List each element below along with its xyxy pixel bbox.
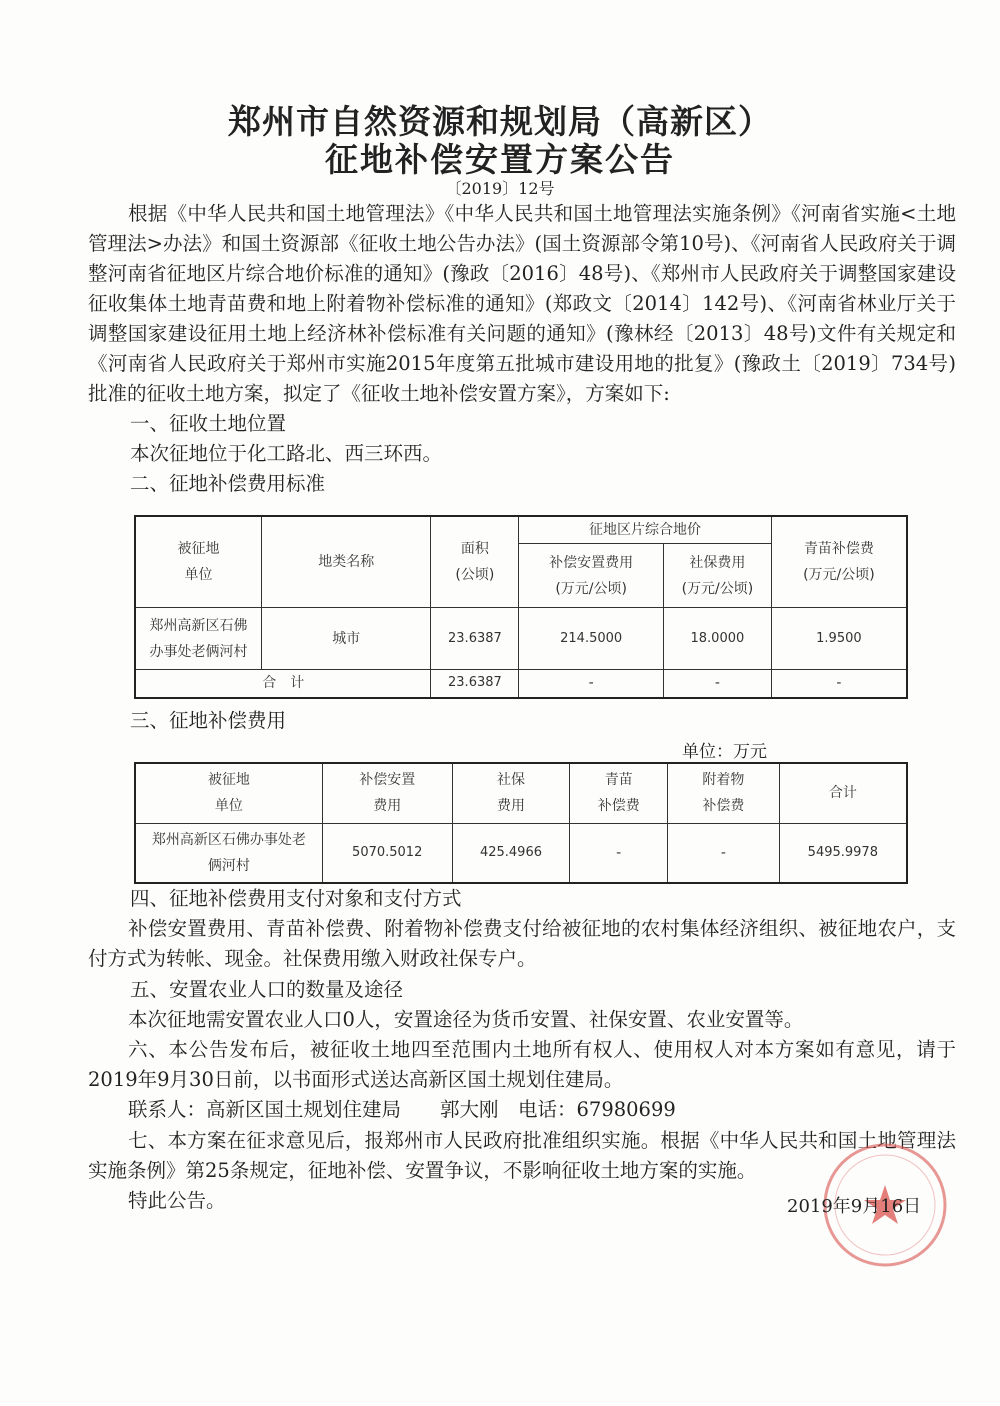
fee-cell-unit: 郑州高新区石佛办事处老 俩河村	[135, 823, 322, 883]
closing-text: 特此公告。	[128, 1189, 226, 1213]
fee-cell-crop: -	[570, 823, 668, 883]
section2-heading: 二、征地补偿费用标准	[130, 472, 326, 495]
cell-social: 18.0000	[664, 608, 772, 670]
page-title-line1: 郑州市自然资源和规划局（高新区）	[228, 102, 772, 141]
section5-heading: 五、安置农业人口的数量及途径	[130, 977, 404, 1001]
total-social: -	[664, 670, 772, 698]
fee-cell-compensation: 5070.5012	[322, 823, 452, 883]
notice-date: 2019年9月16日	[787, 1196, 922, 1217]
unit-label: 单位：万元	[682, 742, 767, 762]
header-land-type: 地类名称	[262, 516, 431, 608]
section3-heading: 三、征地补偿费用	[130, 709, 287, 732]
header-compensation: 补偿安置费用 (万元/公顷)	[519, 544, 664, 608]
header-unit: 被征地 单位	[135, 516, 262, 608]
section4-text: 补偿安置费用、青苗补偿费、附着物补偿费支付给被征地的农村集体经济组织、被征地农户，支付方式为转帐、现金。社保费用缴入财政社保专户。	[88, 917, 956, 971]
notice-body	[88, 199, 956, 499]
fee-header-total: 合计	[779, 763, 907, 823]
section4-heading: 四、征地补偿费用支付对象和支付方式	[130, 887, 462, 910]
total-compensation: -	[519, 670, 664, 698]
header-group-price: 征地区片综合地价	[519, 516, 771, 544]
fee-header-unit: 被征地 单位	[135, 763, 322, 823]
fee-header-social: 社保 费用	[452, 763, 570, 823]
header-crop: 青苗补偿费 (万元/公顷)	[771, 516, 907, 608]
fee-cell-attachment: -	[668, 823, 780, 883]
document-number: 〔2019〕12号	[445, 179, 555, 198]
total-label: 合 计	[135, 670, 431, 698]
cell-area: 23.6387	[431, 608, 519, 670]
fee-header-compensation: 补偿安置 费用	[322, 763, 452, 823]
table-row	[135, 823, 907, 883]
compensation-standard-table	[134, 515, 908, 699]
total-row	[135, 670, 907, 698]
contact-line: 联系人：高新区国土规划住建局 郭大刚 电话：67980699	[128, 1098, 676, 1122]
section7-text: 七、本方案在征求意见后，报郑州市人民政府批准组织实施。根据《中华人民共和国土地管理法实施条例》第25条规定，征地补偿、安置争议，不影响征收土地方案的实施。	[88, 1128, 956, 1182]
cell-land-type: 城市	[262, 608, 431, 670]
table-row	[135, 608, 907, 670]
fee-header-attachment: 附着物 补偿费	[668, 763, 780, 823]
section1-heading: 一、征收土地位置	[130, 412, 287, 435]
fee-cell-total: 5495.9978	[779, 823, 907, 883]
total-area: 23.6387	[431, 670, 519, 698]
fee-cell-social: 425.4966	[452, 823, 570, 883]
section5-text: 本次征地需安置农业人口0人，安置途径为货币安置、社保安置、农业安置等。	[128, 1007, 804, 1031]
header-social: 社保费用 (万元/公顷)	[664, 544, 772, 608]
fee-header-crop: 青苗 补偿费	[570, 763, 668, 823]
cell-crop: 1.9500	[771, 608, 907, 670]
section1-text: 本次征地位于化工路北、西三环西。	[130, 442, 443, 465]
cell-compensation: 214.5000	[519, 608, 664, 670]
cell-unit: 郑州高新区石佛 办事处老俩河村	[135, 608, 262, 670]
total-crop: -	[771, 670, 907, 698]
page-title-line2: 征地补偿安置方案公告	[325, 140, 675, 179]
section6-text: 六、本公告发布后，被征收土地四至范围内土地所有权人、使用权人对本方案如有意见，请于2019年9月30日前，以书面形式送达高新区国土规划住建局。	[88, 1038, 956, 1092]
compensation-fee-table	[134, 762, 908, 884]
intro-paragraph: 根据《中华人民共和国土地管理法》《中华人民共和国土地管理法实施条例》《河南省实施<土地管理法>办法》和国土资源部《征收土地公告办法》(国土资源部令第10号)、《河南省人民政府关于调整河南省征地区片综合地价标准的通知》(豫政〔2016〕48号)、《郑州市人民政府关于调整国家建设征收集体土地青苗费和地上附着物补偿标准的通知》(郑政文〔2014〕142号)、《河南省林业厅关于调整国家建设征用土地上经济林补偿标准有关问题的通知》(豫林经〔2013〕48号)文件有关规定和《河南省人民政府关于郑州市实施2015年度第五批城市建设用地的批复》(豫政土〔2019〕734号)批准的征收土地方案，拟定了《征收土地补偿安置方案》，方案如下:	[88, 202, 956, 405]
header-area: 面积 (公顷)	[431, 516, 519, 608]
